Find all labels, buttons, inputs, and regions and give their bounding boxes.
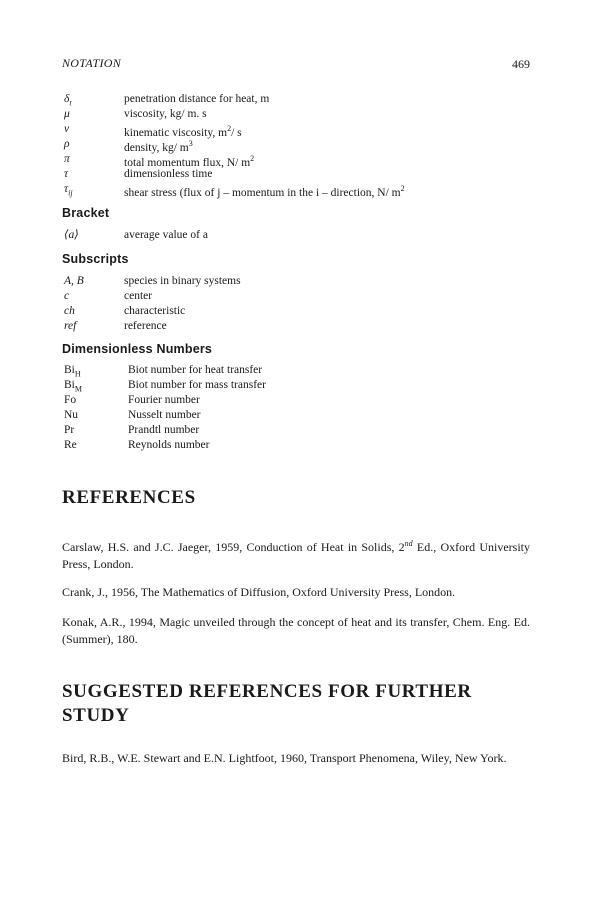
notation-row (62, 122, 530, 137)
notation-row (62, 137, 530, 152)
notation-symbol: $Bi_H$ (64, 364, 81, 379)
notation-row (62, 152, 530, 167)
notation-description: density, kg/ $m^3$ (124, 139, 193, 154)
notation-row (62, 107, 530, 122)
references-heading: REFERENCES (62, 487, 196, 508)
notation-description: Nusselt number (128, 409, 201, 421)
reference-entry: Bird, R.B., W.E. Stewart and E.N. Lightfoot, 1960, Transport Phenomena, Wiley, New York. (62, 751, 507, 765)
notation-symbol: ref (64, 320, 77, 332)
notation-symbol: Nu (64, 409, 79, 421)
notation-description: Biot number for mass transfer (128, 379, 266, 391)
running-head: NOTATION (62, 56, 122, 70)
notation-row (62, 408, 530, 423)
notation-row (62, 182, 530, 197)
notation-description: Fourier number (128, 394, 200, 406)
notation-description: reference (124, 320, 167, 332)
notation-symbol: Pr (64, 424, 75, 436)
reference-entry: Konak, A.R., 1994, Magic unveiled through the concept of heat and its transfer, Chem. Eng. Ed. (Summer), 180. (62, 615, 530, 646)
notation-row (62, 289, 530, 304)
notation-symbol: $\tau_{ij}$ (64, 183, 73, 198)
notation-description: viscosity, kg/ m. s (124, 108, 207, 120)
notation-description: Biot number for heat transfer (128, 364, 263, 376)
notation-row (62, 363, 530, 378)
notation-description: average value of a (124, 229, 208, 241)
notation-row (62, 228, 530, 243)
notation-symbol: ν (64, 123, 70, 135)
notation-row (62, 378, 530, 393)
notation-symbol: τ (64, 168, 69, 180)
subscripts-heading: Subscripts (62, 252, 129, 266)
notation-symbol: π (64, 153, 70, 165)
notation-row (62, 274, 530, 289)
notation-description: kinematic viscosity, $m^2/$ s (124, 124, 242, 139)
notation-description: Prandtl number (128, 424, 200, 436)
notation-row (62, 438, 530, 453)
notation-symbol: Re (64, 439, 77, 451)
notation-symbol: μ (64, 108, 70, 120)
dimensionless-list (62, 363, 530, 453)
notation-description: characteristic (124, 305, 186, 317)
bracket-list (62, 228, 530, 243)
reference-entry: Carslaw, H.S. and J.C. Jaeger, 1959, Conduction of Heat in Solids, 2nd Ed., Oxford University Press, London. (62, 539, 530, 571)
notation-description: total momentum flux, N/ $m^2$ (124, 154, 255, 169)
page-number: 469 (512, 57, 530, 71)
suggested-references-heading: SUGGESTED REFERENCES FOR FURTHER STUDY (62, 681, 472, 726)
notation-description: shear stress (flux of j – momentum in the i – direction, N/ $m^2$ (124, 184, 405, 199)
notation-symbol: $Bi_M$ (64, 379, 82, 394)
book-page (62, 0, 532, 900)
notation-symbol: c (64, 290, 70, 302)
greek-symbol-list (62, 92, 530, 197)
notation-description: penetration distance for heat, m (124, 93, 270, 105)
notation-symbol: ρ (64, 138, 70, 150)
bracket-heading: Bracket (62, 206, 110, 220)
notation-symbol: ch (64, 305, 75, 317)
notation-symbol: A, B (64, 275, 84, 287)
notation-symbol: Fo (64, 394, 77, 406)
notation-row (62, 423, 530, 438)
page-header (62, 56, 530, 71)
notation-description: dimensionless time (124, 168, 213, 180)
notation-row (62, 304, 530, 319)
notation-description: Reynolds number (128, 439, 210, 451)
notation-row (62, 393, 530, 408)
notation-row (62, 167, 530, 182)
notation-row (62, 92, 530, 107)
notation-row (62, 319, 530, 334)
notation-symbol: $\delta_t$ (64, 93, 72, 108)
notation-description: center (124, 290, 153, 302)
subscripts-list (62, 274, 530, 334)
notation-description: species in binary systems (124, 275, 241, 287)
reference-entry: Crank, J., 1956, The Mathematics of Diffusion, Oxford University Press, London. (62, 585, 456, 599)
notation-symbol: ⟨a⟩ (64, 229, 79, 241)
dimensionless-heading: Dimensionless Numbers (62, 342, 213, 356)
